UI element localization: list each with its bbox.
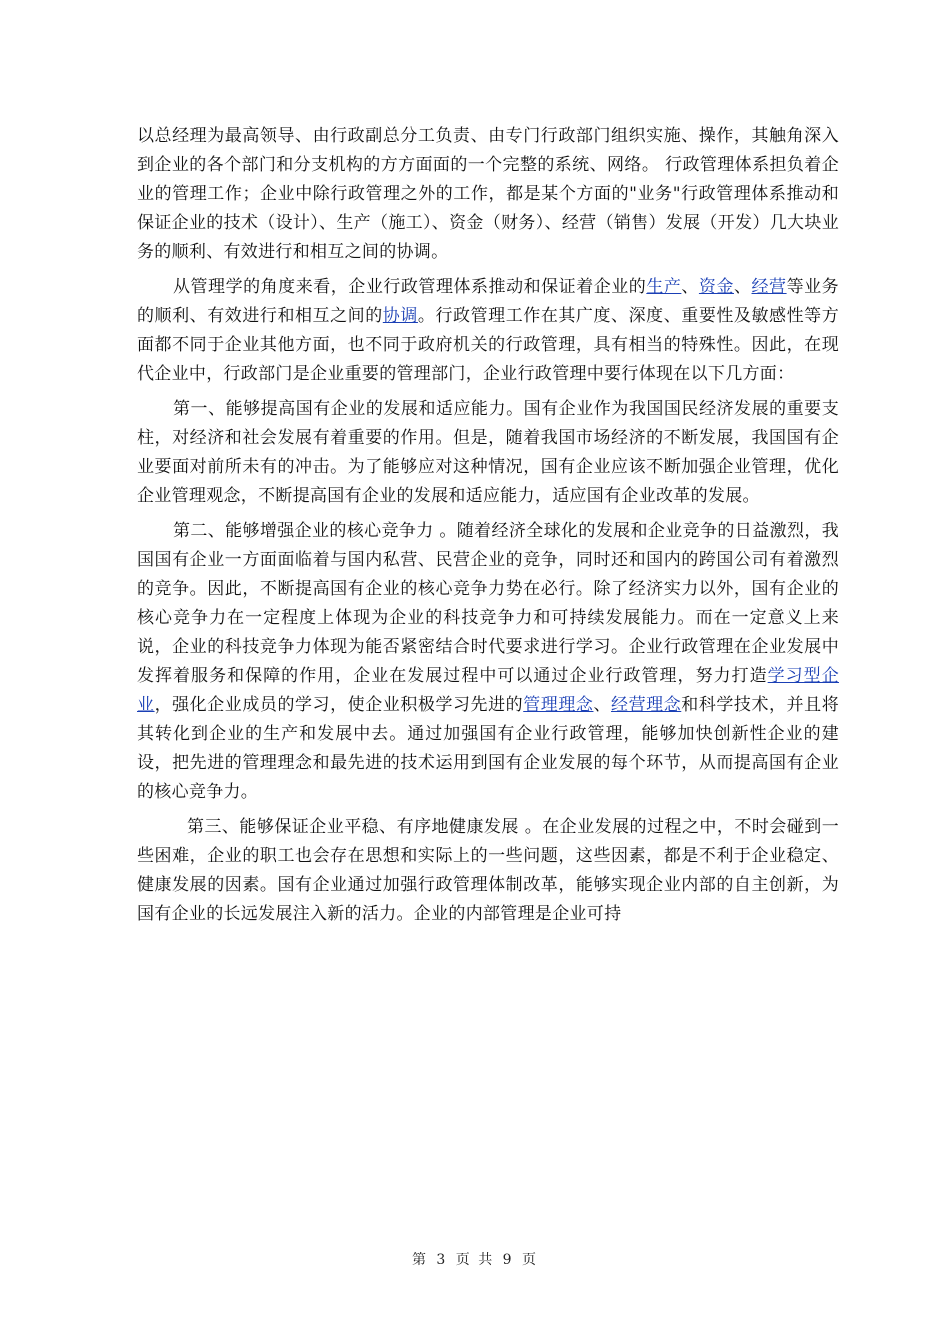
link-management-concept[interactable]: 管理理念: [523, 695, 594, 715]
paragraph-4-text-b: ，强化企业成员的学习，使企业积极学习先进的: [154, 695, 524, 715]
link-operation[interactable]: 经营: [751, 277, 787, 297]
paragraph-4: [137, 517, 839, 807]
paragraph-2-text-c: 。行政管理工作在其广度、深度、重要性及敏感性等方面都不同于企业其他方面，也不同于政府机关的行政管理，具有相当的特殊性。因此，在现代企业中，行政部门是企业重要的管理部门，企业行政管理中要行体现在以下几方面：: [137, 306, 840, 384]
link-coordination[interactable]: 协调: [382, 306, 418, 326]
link-production[interactable]: 生产: [646, 277, 682, 297]
paragraph-5-text: 第三、能够保证企业平稳、有序地健康发展 。在企业发展的过程之中，不时会碰到一些困难，企业的职工也会存在思想和实际上的一些问题，这些因素，都是不利于企业稳定、健康发展的因素。国有企业通过加强行政管理体制改革，能够实现企业内部的自主创新，为国有企业的长远发展注入新的活力。企业的内部管理是企业可持: [137, 817, 839, 924]
paragraph-3-text: 第一、能够提高国有企业的发展和适应能力。国有企业作为我国国民经济发展的重要支柱，对经济和社会发展有着重要的作用。但是，随着我国市场经济的不断发展，我国国有企业要面对前所未有的冲击。为了能够应对这种情况，国有企业应该不断加强企业管理，优化企业管理观念，不断提高国有企业的发展和适应能力，适应国有企业改革的发展。: [137, 399, 839, 506]
separator: 、: [593, 695, 612, 715]
link-business-concept[interactable]: 经营理念: [611, 695, 682, 715]
paragraph-2-text-b: 等业务的顺利、有效进行和相互之间的: [137, 277, 839, 326]
paragraph-4-text-a: 第二、能够增强企业的核心竞争力 。随着经济全球化的发展和企业竞争的日益激烈，我国国有企业一方面面临着与国内私营、民营企业的竞争，同时还和国内的跨国公司有着激烈的竞争。因此，不断提高国有企业的核心竞争力势在必行。除了经济实力以外，国有企业的核心竞争力在一定程度上体现为企业的科技竞争力和可持续发展能力。而在一定意义上来说，企业的科技竞争力体现为能否紧密结合时代要求进行学习。企业行政管理在企业发展中发挥着服务和保障的作用，企业在发展过程中可以通过企业行政管理，努力打造: [137, 521, 839, 686]
separator: 、: [733, 277, 752, 297]
paragraph-1-text: 以总经理为最高领导、由行政副总分工负责、由专门行政部门组织实施、操作，其触角深入到企业的各个部门和分支机构的方方面面的一个完整的系统、网络。 行政管理体系担负着企业的管理工作；企业中除行政管理之外的工作，都是某个方面的"业务"行政管理体系推动和保证企业的技术（设计）、生产（施工）、资金（财务）、经营（销售）发展（开发）几大块业务的顺利、有效进行和相互之间的协调。: [137, 126, 839, 262]
footer-mid: 页 共: [455, 1252, 495, 1268]
link-learning-organization[interactable]: 学习型企业: [137, 666, 839, 715]
footer-suffix: 页: [522, 1252, 539, 1268]
document-body: [137, 122, 839, 929]
paragraph-1: [137, 122, 839, 267]
link-capital[interactable]: 资金: [698, 277, 734, 297]
current-page-number: 3: [436, 1252, 448, 1268]
separator: 、: [681, 277, 699, 297]
total-page-count: 9: [502, 1252, 514, 1268]
paragraph-2: [137, 273, 839, 389]
paragraph-2-text-a: 从管理学的角度来看，企业行政管理体系推动和保证着企业的: [173, 277, 647, 297]
paragraph-4-text-c: 和科学技术，并且将其转化到企业的生产和发展中去。通过加强国有企业行政管理，能够加快创新性企业的建设，把先进的管理理念和最先进的技术运用到国有企业发展的每个环节，从而提高国有企业的核心竞争力。: [137, 695, 840, 802]
paragraph-5: [137, 813, 839, 929]
page-footer: [0, 1249, 950, 1269]
footer-prefix: 第: [411, 1252, 428, 1268]
paragraph-3: [137, 395, 839, 511]
